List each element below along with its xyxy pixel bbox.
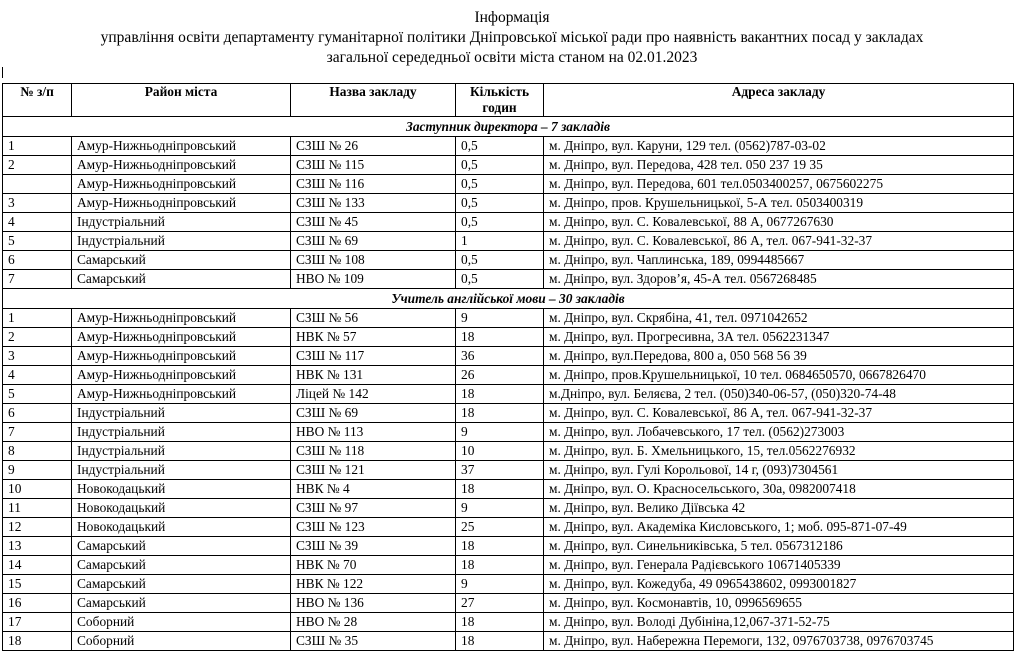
document-date-line: загальної середедньої освіти міста станом на 02.01.2023 <box>326 49 698 66</box>
district-cell: Амур-Нижньодніпровський <box>72 385 291 404</box>
school-cell: СЗШ № 117 <box>291 347 456 366</box>
hours-cell: 0,5 <box>456 251 544 270</box>
address-cell: м. Дніпро, вул. Б. Хмельницького, 15, тел.0562276932 <box>544 442 1014 461</box>
district-cell: Амур-Нижньодніпровський <box>72 194 291 213</box>
num-cell: 7 <box>3 270 72 289</box>
table-row <box>3 270 1014 289</box>
hours-cell: 18 <box>456 613 544 632</box>
district-cell: Самарський <box>72 594 291 613</box>
table-row <box>3 309 1014 328</box>
num-cell <box>3 175 72 194</box>
column-header-hours-line1: Кількість <box>469 84 530 99</box>
district-cell: Новокодацький <box>72 518 291 537</box>
num-cell: 2 <box>3 328 72 347</box>
school-cell: НВК № 70 <box>291 556 456 575</box>
district-cell: Амур-Нижньодніпровський <box>72 309 291 328</box>
address-cell: м. Дніпро, вул.Передова, 800 а, 050 568 56 39 <box>544 347 1014 366</box>
school-cell: СЗШ № 108 <box>291 251 456 270</box>
hours-cell: 18 <box>456 537 544 556</box>
address-cell: м. Дніпро, вул. Космонавтів, 10, 0996569655 <box>544 594 1014 613</box>
num-cell: 6 <box>3 404 72 423</box>
num-cell: 10 <box>3 480 72 499</box>
column-header-address: Адреса закладу <box>544 84 1014 117</box>
column-header-district: Район міста <box>72 84 291 117</box>
table-row <box>3 232 1014 251</box>
address-cell: м. Дніпро, вул. Велико Діївська 42 <box>544 499 1014 518</box>
district-cell: Самарський <box>72 556 291 575</box>
address-cell: м. Дніпро, вул. Здоров’я, 45-А тел. 0567268485 <box>544 270 1014 289</box>
address-cell: м. Дніпро, вул. Академіка Кисловського, 1; моб. 095-871-07-49 <box>544 518 1014 537</box>
school-cell: НВО № 109 <box>291 270 456 289</box>
address-cell: м. Дніпро, вул. Каруни, 129 тел. (0562)787-03-02 <box>544 137 1014 156</box>
address-cell: м. Дніпро, вул. С. Ковалевської, 86 А, тел. 067-941-32-37 <box>544 232 1014 251</box>
hours-cell: 1 <box>456 232 544 251</box>
table-row <box>3 251 1014 270</box>
column-header-school: Назва закладу <box>291 84 456 117</box>
address-cell: м. Дніпро, вул. Набережна Перемоги, 132, 0976703738, 0976703745 <box>544 632 1014 651</box>
address-cell: м. Дніпро, вул. Прогресивна, 3А тел. 0562231347 <box>544 328 1014 347</box>
num-cell: 15 <box>3 575 72 594</box>
address-cell: м. Дніпро, вул. Лобачевського, 17 тел. (0562)273003 <box>544 423 1014 442</box>
section-header-row <box>3 117 1014 137</box>
school-cell: СЗШ № 97 <box>291 499 456 518</box>
num-cell: 1 <box>3 309 72 328</box>
table-row <box>3 632 1014 651</box>
school-cell: СЗШ № 115 <box>291 156 456 175</box>
table-row <box>3 194 1014 213</box>
vacancies-table <box>2 83 1014 651</box>
hours-cell: 0,5 <box>456 270 544 289</box>
hours-cell: 18 <box>456 328 544 347</box>
school-cell: НВО № 113 <box>291 423 456 442</box>
district-cell: Амур-Нижньодніпровський <box>72 175 291 194</box>
district-cell: Індустріальний <box>72 404 291 423</box>
table-row <box>3 461 1014 480</box>
district-cell: Індустріальний <box>72 213 291 232</box>
district-cell: Індустріальний <box>72 423 291 442</box>
num-cell: 2 <box>3 156 72 175</box>
table-row <box>3 404 1014 423</box>
table-row <box>3 328 1014 347</box>
district-cell: Амур-Нижньодніпровський <box>72 137 291 156</box>
address-cell: м. Дніпро, вул. Скрябіна, 41, тел. 0971042652 <box>544 309 1014 328</box>
address-cell: м. Дніпро, вул. С. Ковалевської, 86 А, тел. 067-941-32-37 <box>544 404 1014 423</box>
school-cell: СЗШ № 133 <box>291 194 456 213</box>
address-cell: м. Дніпро, вул. Синельниківська, 5 тел. 0567312186 <box>544 537 1014 556</box>
num-cell: 8 <box>3 442 72 461</box>
document-heading: Інформація <box>474 9 550 26</box>
num-cell: 12 <box>3 518 72 537</box>
district-cell: Новокодацький <box>72 499 291 518</box>
section-title: Учитель англійської мови – 30 закладів <box>3 289 1014 309</box>
table-row <box>3 499 1014 518</box>
school-cell: НВК № 4 <box>291 480 456 499</box>
num-cell: 5 <box>3 232 72 251</box>
hours-cell: 9 <box>456 499 544 518</box>
school-cell: НВК № 131 <box>291 366 456 385</box>
school-cell: СЗШ № 56 <box>291 309 456 328</box>
hours-cell: 18 <box>456 404 544 423</box>
hours-cell: 36 <box>456 347 544 366</box>
table-row <box>3 423 1014 442</box>
table-row <box>3 385 1014 404</box>
school-cell: СЗШ № 69 <box>291 232 456 251</box>
address-cell: м. Дніпро, вул. Гулі Корольової, 14 г, (093)7304561 <box>544 461 1014 480</box>
hours-cell: 9 <box>456 423 544 442</box>
hours-cell: 18 <box>456 632 544 651</box>
num-cell: 17 <box>3 613 72 632</box>
num-cell: 1 <box>3 137 72 156</box>
num-cell: 5 <box>3 385 72 404</box>
table-row <box>3 347 1014 366</box>
district-cell: Амур-Нижньодніпровський <box>72 156 291 175</box>
table-row <box>3 480 1014 499</box>
table-row <box>3 137 1014 156</box>
school-cell: СЗШ № 123 <box>291 518 456 537</box>
address-cell: м. Дніпро, пров.Крушельницької, 10 тел. 0684650570, 0667826470 <box>544 366 1014 385</box>
column-header-num: № з/п <box>3 84 72 117</box>
num-cell: 4 <box>3 213 72 232</box>
school-cell: СЗШ № 45 <box>291 213 456 232</box>
district-cell: Самарський <box>72 537 291 556</box>
school-cell: СЗШ № 116 <box>291 175 456 194</box>
address-cell: м. Дніпро, вул. Кожедуба, 49 0965438602, 0993001827 <box>544 575 1014 594</box>
district-cell: Індустріальний <box>72 442 291 461</box>
school-cell: НВК № 122 <box>291 575 456 594</box>
address-cell: м. Дніпро, пров. Крушельницької, 5-А тел. 0503400319 <box>544 194 1014 213</box>
num-cell: 14 <box>3 556 72 575</box>
hours-cell: 26 <box>456 366 544 385</box>
hours-cell: 18 <box>456 385 544 404</box>
text-cursor-mark <box>2 67 3 78</box>
address-cell: м. Дніпро, вул. Передова, 601 тел.0503400257, 0675602275 <box>544 175 1014 194</box>
table-row <box>3 613 1014 632</box>
num-cell: 7 <box>3 423 72 442</box>
hours-cell: 0,5 <box>456 137 544 156</box>
hours-cell: 0,5 <box>456 213 544 232</box>
district-cell: Соборний <box>72 613 291 632</box>
hours-cell: 0,5 <box>456 175 544 194</box>
school-cell: СЗШ № 39 <box>291 537 456 556</box>
table-row <box>3 366 1014 385</box>
address-cell: м. Дніпро, вул. Чаплинська, 189, 0994485667 <box>544 251 1014 270</box>
column-header-hours-line2: годин <box>482 99 517 115</box>
table-row <box>3 556 1014 575</box>
district-cell: Новокодацький <box>72 480 291 499</box>
address-cell: м. Дніпро, вул. Генерала Радієвського 10671405339 <box>544 556 1014 575</box>
hours-cell: 0,5 <box>456 156 544 175</box>
num-cell: 3 <box>3 347 72 366</box>
hours-cell: 0,5 <box>456 194 544 213</box>
table-row <box>3 537 1014 556</box>
hours-cell: 27 <box>456 594 544 613</box>
table-row <box>3 594 1014 613</box>
num-cell: 9 <box>3 461 72 480</box>
table-body <box>3 117 1014 651</box>
num-cell: 6 <box>3 251 72 270</box>
column-header-hours <box>456 84 544 117</box>
num-cell: 4 <box>3 366 72 385</box>
num-cell: 11 <box>3 499 72 518</box>
district-cell: Самарський <box>72 575 291 594</box>
district-cell: Амур-Нижньодніпровський <box>72 328 291 347</box>
school-cell: СЗШ № 69 <box>291 404 456 423</box>
table-header-row <box>3 84 1014 117</box>
num-cell: 3 <box>3 194 72 213</box>
address-cell: м.Дніпро, вул. Беляєва, 2 тел. (050)340-06-57, (050)320-74-48 <box>544 385 1014 404</box>
address-cell: м. Дніпро, вул. Володі Дубініна,12,067-371-52-75 <box>544 613 1014 632</box>
section-title: Заступник директора – 7 закладів <box>3 117 1014 137</box>
hours-cell: 9 <box>456 575 544 594</box>
hours-cell: 37 <box>456 461 544 480</box>
school-cell: Ліцей № 142 <box>291 385 456 404</box>
district-cell: Амур-Нижньодніпровський <box>72 366 291 385</box>
district-cell: Самарський <box>72 270 291 289</box>
district-cell: Самарський <box>72 251 291 270</box>
hours-cell: 18 <box>456 480 544 499</box>
table-row <box>3 442 1014 461</box>
address-cell: м. Дніпро, вул. С. Ковалевської, 88 А, 0677267630 <box>544 213 1014 232</box>
district-cell: Індустріальний <box>72 461 291 480</box>
school-cell: НВК № 57 <box>291 328 456 347</box>
hours-cell: 9 <box>456 309 544 328</box>
table-row <box>3 575 1014 594</box>
district-cell: Соборний <box>72 632 291 651</box>
district-cell: Індустріальний <box>72 232 291 251</box>
num-cell: 16 <box>3 594 72 613</box>
table-row <box>3 175 1014 194</box>
num-cell: 13 <box>3 537 72 556</box>
table-row <box>3 518 1014 537</box>
hours-cell: 25 <box>456 518 544 537</box>
school-cell: СЗШ № 118 <box>291 442 456 461</box>
hours-cell: 18 <box>456 556 544 575</box>
num-cell: 18 <box>3 632 72 651</box>
address-cell: м. Дніпро, вул. О. Красносельського, 30а, 0982007418 <box>544 480 1014 499</box>
table-row <box>3 213 1014 232</box>
document-subtitle: управління освіти департаменту гуманітарної політики Дніпровської міської ради про наявність вакантних посад у закладах <box>100 29 924 46</box>
table-row <box>3 156 1014 175</box>
school-cell: НВО № 28 <box>291 613 456 632</box>
district-cell: Амур-Нижньодніпровський <box>72 347 291 366</box>
school-cell: НВО № 136 <box>291 594 456 613</box>
address-cell: м. Дніпро, вул. Передова, 428 тел. 050 237 19 35 <box>544 156 1014 175</box>
school-cell: СЗШ № 35 <box>291 632 456 651</box>
school-cell: СЗШ № 121 <box>291 461 456 480</box>
section-header-row <box>3 289 1014 309</box>
hours-cell: 10 <box>456 442 544 461</box>
school-cell: СЗШ № 26 <box>291 137 456 156</box>
